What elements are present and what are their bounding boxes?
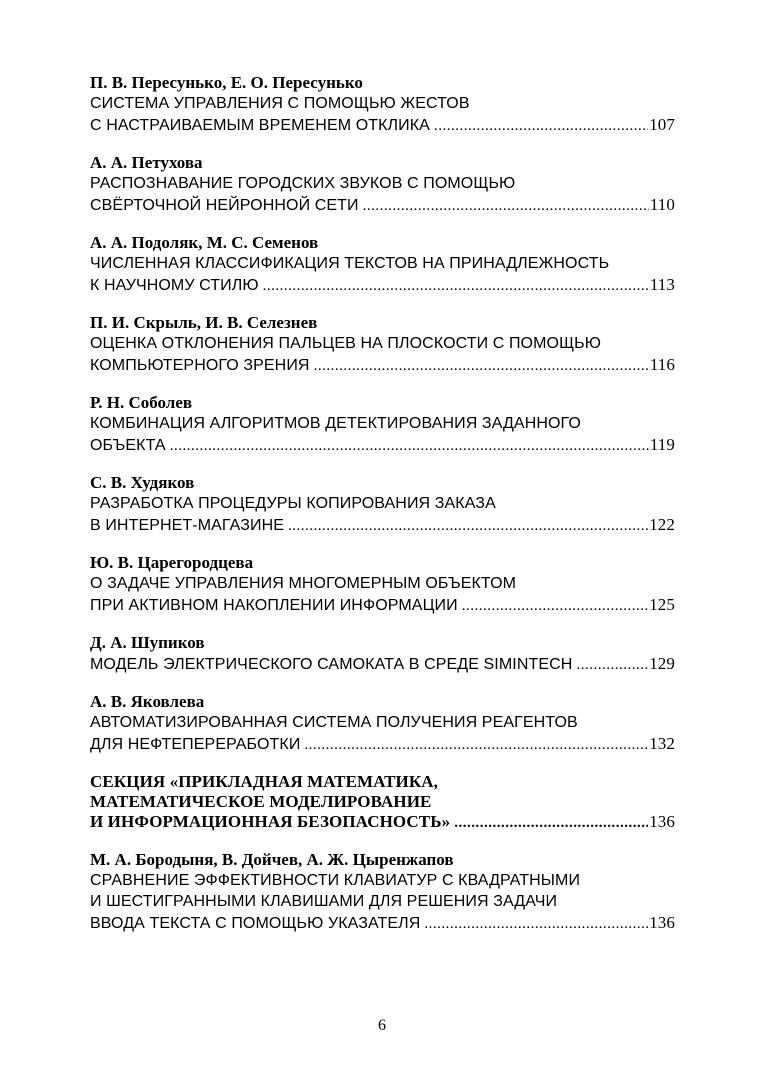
title-text: И ШЕСТИГРАННЫМИ КЛАВИШАМИ ДЛЯ РЕШЕНИЯ ЗАДАЧИ bbox=[90, 893, 558, 910]
toc-entry bbox=[90, 73, 675, 135]
toc-entry bbox=[90, 692, 675, 754]
title-line bbox=[90, 653, 675, 674]
title-text: МАТЕМАТИЧЕСКОЕ МОДЕЛИРОВАНИЕ bbox=[90, 792, 432, 811]
title-line bbox=[90, 493, 675, 514]
toc-page-number: 113 bbox=[649, 275, 675, 294]
toc-page-number: 119 bbox=[649, 435, 675, 454]
dot-leader bbox=[434, 116, 648, 137]
dot-leader bbox=[304, 735, 648, 756]
title-line bbox=[90, 114, 675, 135]
toc-page-number: 132 bbox=[649, 734, 675, 753]
entry-authors: А. В. Яковлева bbox=[90, 692, 205, 711]
title-line bbox=[90, 93, 675, 114]
toc-page-number: 136 bbox=[649, 913, 675, 932]
title-text: ДЛЯ НЕФТЕПЕРЕРАБОТКИ bbox=[90, 736, 301, 753]
title-line bbox=[90, 891, 675, 912]
title-line bbox=[90, 253, 675, 274]
dot-leader bbox=[576, 655, 648, 676]
toc-page-number: 125 bbox=[649, 595, 675, 614]
title-line bbox=[90, 792, 675, 812]
title-line bbox=[90, 573, 675, 594]
title-text: РАЗРАБОТКА ПРОЦЕДУРЫ КОПИРОВАНИЯ ЗАКАЗА bbox=[90, 495, 496, 512]
toc-entry bbox=[90, 850, 675, 933]
toc-page-number: 122 bbox=[649, 515, 675, 534]
title-line bbox=[90, 712, 675, 733]
title-text: МОДЕЛЬ ЭЛЕКТРИЧЕСКОГО САМОКАТА В СРЕДЕ SIMINTECH bbox=[90, 656, 573, 673]
dot-leader bbox=[424, 914, 648, 935]
toc-page-number: 116 bbox=[649, 355, 675, 374]
title-text: ОЦЕНКА ОТКЛОНЕНИЯ ПАЛЬЦЕВ НА ПЛОСКОСТИ С ПОМОЩЬЮ bbox=[90, 335, 602, 352]
title-text: С НАСТРАИВАЕМЫМ ВРЕМЕНЕМ ОТКЛИКА bbox=[90, 117, 430, 134]
entry-authors: С. В. Худяков bbox=[90, 473, 195, 492]
title-line bbox=[90, 333, 675, 354]
title-text: РАСПОЗНАВАНИЕ ГОРОДСКИХ ЗВУКОВ С ПОМОЩЬЮ bbox=[90, 175, 516, 192]
title-text: И ИНФОРМАЦИОННАЯ БЕЗОПАСНОСТЬ» bbox=[90, 812, 451, 831]
title-text: СВЁРТОЧНОЙ НЕЙРОННОЙ СЕТИ bbox=[90, 197, 359, 214]
title-line bbox=[90, 173, 675, 194]
toc-entry bbox=[90, 393, 675, 455]
title-line bbox=[90, 434, 675, 455]
title-line bbox=[90, 514, 675, 535]
toc-entries bbox=[90, 73, 675, 754]
title-text: К НАУЧНОМУ СТИЛЮ bbox=[90, 277, 259, 294]
title-line bbox=[90, 812, 675, 832]
title-text: ВВОДА ТЕКСТА С ПОМОЩЬЮ УКАЗАТЕЛЯ bbox=[90, 915, 421, 932]
title-line bbox=[90, 274, 675, 295]
entry-authors: Д. А. Шупиков bbox=[90, 633, 205, 652]
toc-entry bbox=[90, 153, 675, 215]
toc-entries-after-section bbox=[90, 850, 675, 933]
title-text: ЧИСЛЕННАЯ КЛАССИФИКАЦИЯ ТЕКСТОВ НА ПРИНАДЛЕЖНОСТЬ bbox=[90, 255, 610, 272]
title-text: СРАВНЕНИЕ ЭФФЕКТИВНОСТИ КЛАВИАТУР С КВАДРАТНЫМИ bbox=[90, 872, 581, 889]
toc-page-number: 136 bbox=[649, 812, 675, 831]
title-text: ОБЪЕКТА bbox=[90, 437, 166, 454]
dot-leader bbox=[288, 516, 648, 537]
title-line bbox=[90, 912, 675, 933]
entry-authors: М. А. Бородыня, В. Дойчев, А. Ж. Цыренжапов bbox=[90, 850, 454, 869]
toc-entry bbox=[90, 233, 675, 295]
title-text: СЕКЦИЯ «ПРИКЛАДНАЯ МАТЕМАТИКА, bbox=[90, 772, 438, 791]
title-line bbox=[90, 594, 675, 615]
title-line bbox=[90, 413, 675, 434]
toc-page-number: 107 bbox=[649, 115, 675, 134]
title-line bbox=[90, 354, 675, 375]
title-line bbox=[90, 194, 675, 215]
page-number: 6 bbox=[378, 1017, 386, 1034]
title-line bbox=[90, 870, 675, 891]
entry-authors: А. А. Подоляк, М. С. Семенов bbox=[90, 233, 319, 252]
entry-authors: П. И. Скрыль, И. В. Селезнев bbox=[90, 313, 318, 332]
dot-leader bbox=[314, 356, 649, 377]
entry-authors: П. В. Пересунько, Е. О. Пересунько bbox=[90, 73, 363, 92]
toc-entry bbox=[90, 553, 675, 615]
dot-leader bbox=[170, 436, 649, 457]
toc-page-number: 110 bbox=[649, 195, 675, 214]
title-text: КОМБИНАЦИЯ АЛГОРИТМОВ ДЕТЕКТИРОВАНИЯ ЗАДАННОГО bbox=[90, 415, 581, 432]
dot-leader bbox=[454, 813, 648, 833]
toc-entry bbox=[90, 633, 675, 674]
title-text: ПРИ АКТИВНОМ НАКОПЛЕНИИ ИНФОРМАЦИИ bbox=[90, 597, 458, 614]
toc-entry bbox=[90, 473, 675, 535]
entry-authors: Ю. В. Царегородцева bbox=[90, 553, 254, 572]
title-line bbox=[90, 772, 675, 792]
dot-leader bbox=[363, 196, 649, 217]
title-line bbox=[90, 733, 675, 754]
title-text: О ЗАДАЧЕ УПРАВЛЕНИЯ МНОГОМЕРНЫМ ОБЪЕКТОМ bbox=[90, 575, 517, 592]
title-text: КОМПЬЮТЕРНОГО ЗРЕНИЯ bbox=[90, 357, 310, 374]
entry-authors: А. А. Петухова bbox=[90, 153, 203, 172]
dot-leader bbox=[263, 276, 649, 297]
table-of-contents bbox=[90, 73, 675, 951]
toc-entry bbox=[90, 313, 675, 375]
dot-leader bbox=[462, 596, 648, 617]
title-text: СИСТЕМА УПРАВЛЕНИЯ С ПОМОЩЬЮ ЖЕСТОВ bbox=[90, 95, 470, 112]
title-text: В ИНТЕРНЕТ-МАГАЗИНЕ bbox=[90, 517, 284, 534]
toc-page-number: 129 bbox=[649, 654, 675, 673]
section-heading bbox=[90, 772, 675, 832]
entry-authors: Р. Н. Соболев bbox=[90, 393, 193, 412]
title-text: АВТОМАТИЗИРОВАННАЯ СИСТЕМА ПОЛУЧЕНИЯ РЕАГЕНТОВ bbox=[90, 714, 578, 731]
